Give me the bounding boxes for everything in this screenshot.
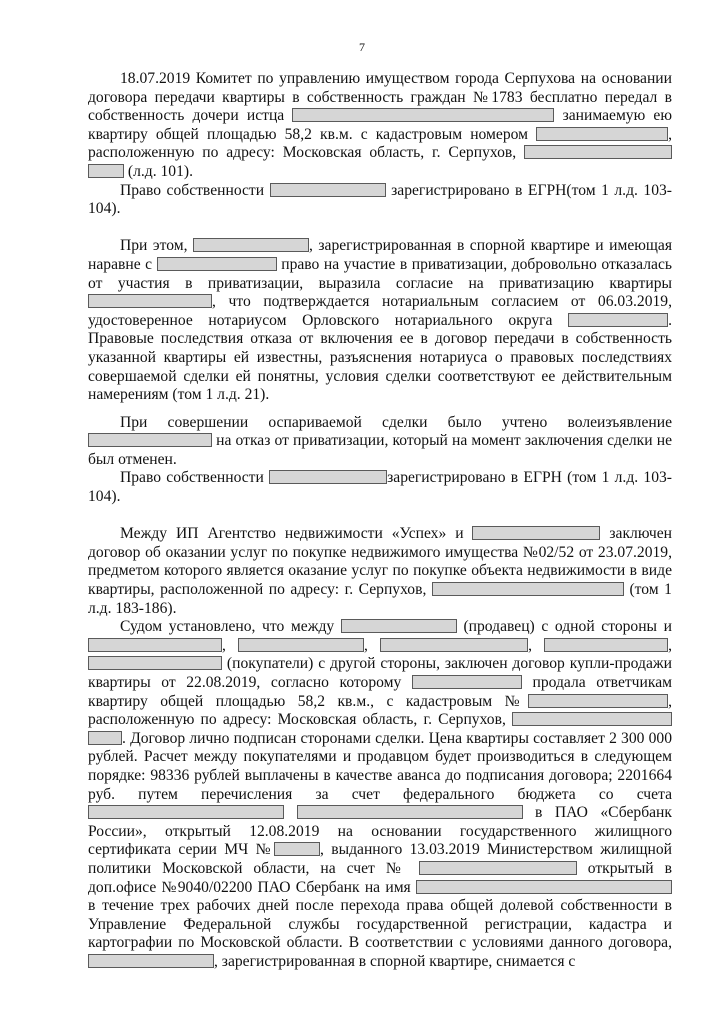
text: , xyxy=(364,636,368,654)
redaction-bar xyxy=(88,433,212,447)
paragraph-ownership-2 xyxy=(88,469,672,506)
text: зарегистрировано в ЕГРН(том 1 л.д. 103-104). xyxy=(88,181,672,218)
text: (том 1 л.д. 183-186). xyxy=(88,581,672,617)
redaction-bar xyxy=(274,842,320,856)
redaction-bar xyxy=(544,638,668,652)
text: право на участие в приватизации, добровольно отказалась от участия в приватизации, выразила согласие на приватизацию квартиры xyxy=(88,255,672,292)
redaction-bar xyxy=(269,470,387,484)
text: (продавец) с одной стороны и xyxy=(463,618,672,636)
paragraph-sale xyxy=(88,618,672,971)
text: , xyxy=(528,636,532,654)
paragraph-agency xyxy=(88,525,672,618)
redaction-bar xyxy=(528,694,668,708)
redaction-bar xyxy=(419,861,577,875)
redaction-bar xyxy=(472,526,600,540)
redaction-bar xyxy=(341,619,457,633)
paragraph-refusal xyxy=(88,237,672,404)
text: занимаемую ею квартиру общей площадью 58,2 кв.м. с кадастровым номером xyxy=(88,107,672,143)
redaction-bar xyxy=(193,238,309,252)
text: Право собственности xyxy=(120,469,264,487)
text: , зарегистрированная в спорной квартире и имеющая наравне с xyxy=(88,237,672,273)
text: , xyxy=(668,636,672,654)
redaction-bar xyxy=(512,712,672,726)
text: 18.07.2019 Комитет по управлению имуществом города Серпухова на основании договора передачи квартиры в собственность граждан №1783 бесплатно передал в собственность дочери истца xyxy=(88,70,672,125)
text: в течение трех рабочих дней после перехода права общей долевой собственности в Управление Федеральной службы государственной регистрации, кадастра и картографии по Московской области. В соответствии с условиями данного договора, xyxy=(88,897,672,952)
text: При этом, xyxy=(120,237,188,255)
redaction-bar xyxy=(88,294,212,308)
redaction-bar xyxy=(536,127,668,141)
redaction-bar xyxy=(88,954,214,968)
redaction-bar xyxy=(297,805,523,819)
text: , xyxy=(222,636,226,654)
text: продала ответчикам квартиру общей площадью 58,2 кв.м., с кадастровым № xyxy=(88,674,672,710)
redaction-bar xyxy=(292,108,554,122)
text: в ПАО «Сбербанк России», открытый 12.08.2019 на основании государственного жилищного сертификата серии МЧ № xyxy=(88,804,672,859)
text: Судом установлено, что между xyxy=(120,618,335,636)
text: (л.д. 101). xyxy=(127,162,193,180)
text: При совершении оспариваемой сделки было учтено волеизъявление xyxy=(120,413,672,431)
text: . Правовые последствия отказа от включения ее в договор передачи в собственность указанной квартиры ей известны, разъяснения нотариуса о правовых последствиях совершаемой сделки ей понятны, условия сделки соответствуют ее действительным намерениям (том 1 л.д. 21). xyxy=(88,311,672,404)
redaction-bar xyxy=(270,183,386,197)
page-number: 7 xyxy=(359,40,365,54)
paragraph-ownership-1 xyxy=(88,182,672,219)
redaction-bar xyxy=(88,656,222,670)
text: , что подтверждается нотариальным согласием от 06.03.2019, удостоверенное нотариусом Орловского нотариального округа xyxy=(88,293,672,329)
text: , расположенную по адресу: Московская область, г. Серпухов, xyxy=(88,125,673,162)
redaction-bar xyxy=(568,313,668,327)
redaction-bar xyxy=(238,638,364,652)
redaction-bar xyxy=(416,880,672,894)
redaction-bar xyxy=(88,164,124,178)
text: Право собственности xyxy=(120,181,265,199)
redaction-bar xyxy=(157,257,277,271)
text: , расположенную по адресу: Московская область, г. Серпухов, xyxy=(88,692,672,729)
text: Между ИП Агентство недвижимости «Успех» и xyxy=(120,525,464,543)
document-body xyxy=(88,70,672,972)
redaction-bar xyxy=(88,805,284,819)
redaction-bar xyxy=(88,638,222,652)
redaction-bar xyxy=(380,638,528,652)
text: (покупатели) с другой стороны, заключен договор купли-продажи квартиры от 22.08.2019, согласно которому xyxy=(88,655,672,691)
text: . Договор лично подписан сторонами сделки. Цена квартиры составляет 2 300 000 рублей. Расчет между покупателями и продавцом будет производиться в следующем порядке: 98336 рублей выплачены в качестве аванса до подписания договора; 2201664 руб. путем перечисления за счет федерального бюджета со счета xyxy=(88,729,672,803)
text: , зарегистрированная в спорной квартире, снимается с xyxy=(214,952,576,970)
redaction-bar xyxy=(88,731,122,745)
paragraph-transfer xyxy=(88,70,672,182)
text: зарегистрировано в ЕГРН (том 1 л.д. 103-104). xyxy=(88,469,673,506)
paragraph-will xyxy=(88,414,672,470)
redaction-bar xyxy=(412,675,522,689)
text: заключен договор об оказании услуг по покупке недвижимого имущества №02/52 от 23.07.2019, предметом которого является оказание услуг по покупке объекта недвижимости в виде квартиры, расположенной по адресу: г. Серпухов, xyxy=(88,525,672,599)
redaction-bar xyxy=(432,582,624,596)
text: открытый в доп.офисе №9040/02200 ПАО Сбербанк на имя xyxy=(88,859,672,896)
redaction-bar xyxy=(524,145,672,159)
text: на отказ от приватизации, который на момент заключения сделки не был отменен. xyxy=(88,432,672,468)
text: , выданного 13.03.2019 Министерством жилищной политики Московской области, на счет № xyxy=(88,841,672,877)
